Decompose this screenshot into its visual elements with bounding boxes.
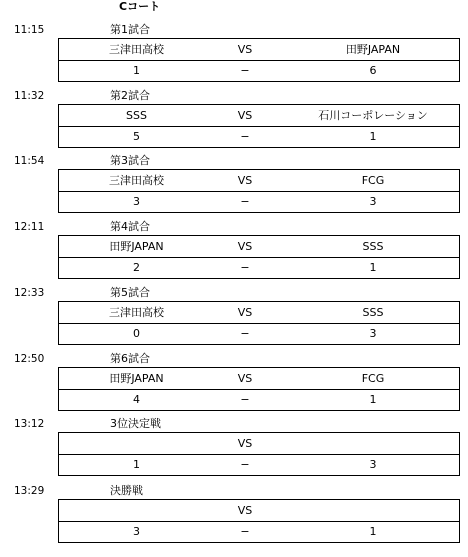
score-table: [58, 432, 460, 476]
game-time: 11:54: [14, 155, 45, 167]
vs-label: VS: [237, 240, 253, 253]
teams-row: [59, 368, 459, 390]
team2-score: 1: [369, 525, 377, 538]
game-block: [0, 481, 468, 547]
game-label: 第1試合: [110, 23, 150, 36]
team1-score: 1: [133, 458, 140, 471]
teams-row: [59, 39, 459, 61]
team1-name: [59, 433, 214, 454]
team1-name: 三津田高校: [109, 43, 164, 56]
team1-score: 1: [133, 64, 140, 77]
score-dash: −: [240, 130, 250, 143]
game-time: 12:11: [14, 221, 45, 233]
game-label: 第2試合: [110, 89, 150, 102]
score-row: [59, 454, 459, 475]
team2-score: 3: [369, 195, 377, 208]
game-block: [0, 349, 468, 415]
score-table: [58, 38, 460, 82]
vs-label: VS: [237, 372, 253, 385]
game-time: 11:15: [14, 24, 45, 36]
score-dash: −: [240, 393, 250, 406]
game-label: 決勝戦: [110, 484, 143, 497]
score-table: [58, 301, 460, 345]
game-time: 11:32: [14, 90, 45, 102]
team2-name: [287, 500, 459, 521]
score-row: [59, 521, 459, 542]
team2-name: 田野JAPAN: [345, 43, 401, 56]
vs-label: VS: [237, 306, 253, 319]
teams-row: [59, 105, 459, 127]
teams-row: [59, 500, 459, 522]
game-block: [0, 20, 468, 86]
game-label: 第5試合: [110, 286, 150, 299]
score-row: [59, 60, 459, 81]
score-dash: −: [240, 458, 250, 471]
score-dash: −: [240, 261, 250, 274]
team1-name: 田野JAPAN: [109, 240, 164, 253]
team1-score: 5: [133, 130, 140, 143]
team2-name: FCG: [361, 174, 385, 187]
score-table: [58, 235, 460, 279]
team2-name: 石川コーポレーション: [318, 109, 428, 122]
score-row: [59, 323, 459, 344]
teams-row: [59, 302, 459, 324]
game-block: [0, 283, 468, 349]
team1-score: 3: [133, 195, 140, 208]
game-time: 13:12: [14, 418, 45, 430]
score-row: [59, 191, 459, 212]
game-label: 第3試合: [110, 154, 150, 167]
team2-score: 1: [369, 130, 377, 143]
team2-name: SSS: [362, 306, 384, 319]
team2-score: 1: [369, 261, 377, 274]
game-label: 3位決定戦: [110, 417, 161, 430]
score-dash: −: [240, 64, 250, 77]
game-block: [0, 414, 468, 480]
game-time: 12:50: [14, 353, 45, 365]
vs-label: VS: [237, 174, 253, 187]
game-label: 第6試合: [110, 352, 150, 365]
team1-score: 2: [133, 261, 140, 274]
teams-row: [59, 433, 459, 455]
team2-name: SSS: [362, 240, 384, 253]
score-table: [58, 169, 460, 213]
teams-row: [59, 236, 459, 258]
vs-label: VS: [237, 109, 253, 122]
score-row: [59, 126, 459, 147]
team2-score: 3: [369, 327, 377, 340]
team1-name: 三津田高校: [109, 174, 164, 187]
score-row: [59, 257, 459, 278]
score-row: [59, 389, 459, 410]
teams-row: [59, 170, 459, 192]
score-table: [58, 104, 460, 148]
game-block: [0, 151, 468, 217]
vs-label: VS: [237, 43, 253, 56]
game-time: 13:29: [14, 485, 45, 497]
score-dash: −: [240, 195, 250, 208]
game-label: 第4試合: [110, 220, 150, 233]
team2-score: 3: [369, 458, 377, 471]
score-table: [58, 499, 460, 543]
team1-name: 田野JAPAN: [109, 372, 164, 385]
game-block: [0, 86, 468, 152]
team1-score: 0: [133, 327, 140, 340]
team2-score: 1: [369, 393, 377, 406]
team2-score: 6: [369, 64, 377, 77]
game-time: 12:33: [14, 287, 45, 299]
vs-label: VS: [237, 437, 253, 450]
team2-name: [287, 433, 459, 454]
court-title: Cコート: [119, 0, 161, 13]
team1-name: 三津田高校: [109, 306, 164, 319]
team1-score: 3: [133, 525, 140, 538]
team1-name: SSS: [126, 109, 147, 122]
game-block: [0, 217, 468, 283]
vs-label: VS: [237, 504, 253, 517]
score-dash: −: [240, 525, 250, 538]
team1-name: [59, 500, 214, 521]
team1-score: 4: [133, 393, 140, 406]
score-table: [58, 367, 460, 411]
score-dash: −: [240, 327, 250, 340]
team2-name: FCG: [361, 372, 385, 385]
